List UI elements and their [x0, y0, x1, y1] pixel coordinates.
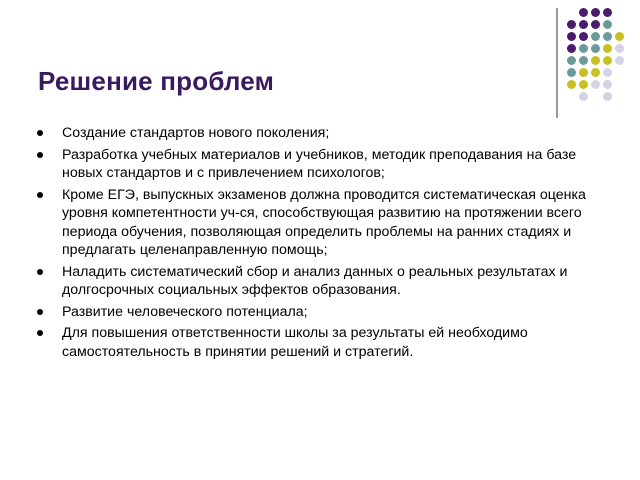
dot-yellow — [615, 32, 624, 41]
dot-purple — [579, 8, 588, 17]
bullet-text: Для повышения ответственности школы за результаты ей необходимо самостоятельность в принятии решений и стратегий. — [62, 325, 528, 360]
bullet-text: Развитие человеческого потенциала; — [62, 303, 308, 320]
dot-yellow — [603, 44, 612, 53]
bullet-item — [36, 124, 608, 143]
dot-teal — [603, 20, 612, 29]
dot-yellow — [603, 56, 612, 65]
bullet-item — [36, 324, 608, 361]
bullet-icon — [37, 192, 43, 198]
dot-purple — [603, 8, 612, 17]
dot-teal — [579, 56, 588, 65]
bullet-item — [36, 303, 608, 322]
dot-purple — [567, 20, 576, 29]
dot-purple — [579, 32, 588, 41]
dot-yellow — [567, 80, 576, 89]
bullet-icon — [37, 152, 43, 158]
dot-yellow — [579, 68, 588, 77]
dot-yellow — [591, 56, 600, 65]
bullet-item — [36, 263, 608, 300]
dot-purple — [579, 20, 588, 29]
dot-teal — [591, 32, 600, 41]
dot-lavender — [615, 56, 624, 65]
dot-purple — [567, 32, 576, 41]
dot-yellow — [591, 68, 600, 77]
dot-yellow — [579, 80, 588, 89]
dot-lavender — [615, 44, 624, 53]
dot-teal — [579, 44, 588, 53]
dot-lavender — [603, 92, 612, 101]
bullet-text: Разработка учебных материалов и учебников, методик преподавания на базе новых стандартов и с привлечением психологов; — [62, 146, 577, 181]
dot-teal — [591, 44, 600, 53]
bullet-text: Наладить систематический сбор и анализ данных о реальных результатах и долгосрочных социальных эффектов образования. — [62, 263, 568, 298]
dot-teal — [567, 56, 576, 65]
dot-purple — [591, 8, 600, 17]
dot-lavender — [591, 80, 600, 89]
bullet-icon — [37, 309, 43, 315]
dot-teal — [603, 32, 612, 41]
bullet-item — [36, 186, 608, 260]
bullet-text: Кроме ЕГЭ, выпускных экзаменов должна проводится систематическая оценка уровня компетентности уч-ся, способствующая развитию на протяжении всего периода обучения, позволяющая определить проблемы на ранних стадиях и предлагать целенаправленную помощь; — [62, 186, 586, 258]
dot-grid-decoration-icon — [567, 8, 637, 108]
dot-lavender — [579, 92, 588, 101]
bullet-icon — [37, 330, 43, 336]
bullet-list — [36, 124, 608, 364]
slide-title: Решение проблем — [38, 66, 275, 96]
dot-purple — [591, 20, 600, 29]
bullet-text: Создание стандартов нового поколения; — [62, 125, 330, 141]
bullet-icon — [37, 130, 43, 136]
bullet-icon — [37, 269, 43, 275]
bullet-item — [36, 146, 608, 183]
dot-lavender — [603, 68, 612, 77]
dot-lavender — [603, 80, 612, 89]
vertical-divider — [556, 8, 558, 118]
dot-purple — [567, 44, 576, 53]
dot-teal — [567, 68, 576, 77]
